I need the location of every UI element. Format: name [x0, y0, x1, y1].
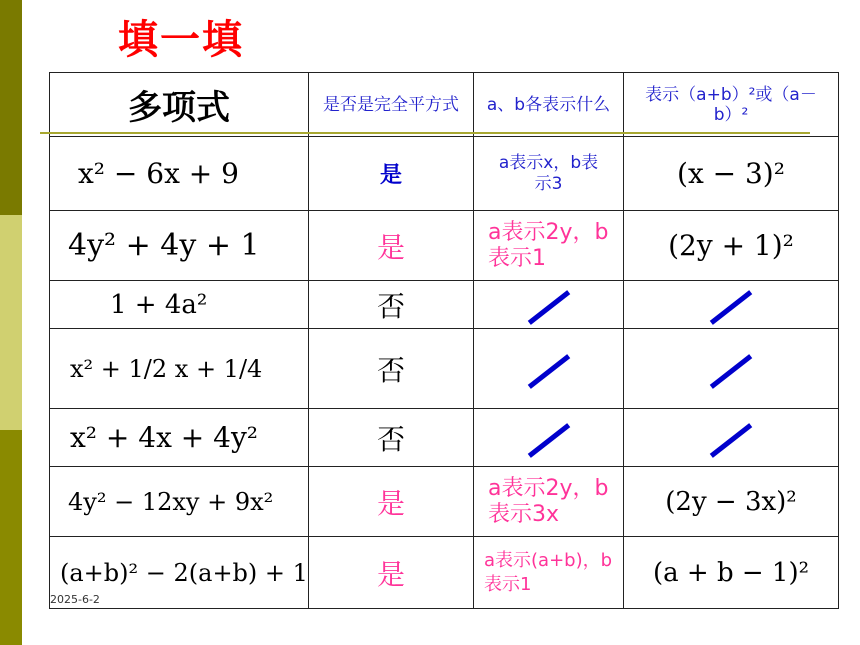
- ab-answer: a表示x，b表示3: [498, 152, 599, 194]
- polynomial-table: [49, 72, 839, 609]
- table-row: [50, 409, 839, 467]
- polynomial-expression: x² + 1/2 x + 1/4: [70, 354, 263, 383]
- form-cell: [624, 137, 839, 211]
- form-cell: [624, 329, 839, 409]
- ab-cell: [474, 137, 624, 211]
- is-square-answer: 是: [379, 163, 402, 188]
- slash-mark: [527, 423, 569, 458]
- is-square-cell: [309, 537, 474, 609]
- slash-mark: [710, 290, 752, 325]
- is-square-answer: 否: [376, 289, 405, 323]
- form-cell: [624, 537, 839, 609]
- slash-mark: [527, 354, 569, 389]
- ab-cell: [474, 329, 624, 409]
- square-form: (2y − 3x)²: [665, 486, 797, 517]
- square-form: (x − 3)²: [677, 157, 785, 190]
- is-square-answer: 是: [376, 557, 405, 591]
- ab-cell: [474, 281, 624, 329]
- ab-answer: a表示(a+b)，b表示1: [484, 549, 613, 595]
- ab-cell: [474, 537, 624, 609]
- polynomial-expression: (a+b)² − 2(a+b) + 1: [60, 558, 308, 587]
- is-square-cell: [309, 329, 474, 409]
- ab-answer: a表示2y，b表示1: [488, 219, 609, 271]
- table-row: [50, 137, 839, 211]
- ab-cell: [474, 211, 624, 281]
- slide-title: 填一填: [118, 17, 244, 63]
- is-square-answer: 是: [376, 230, 405, 264]
- table-row: [50, 211, 839, 281]
- polynomial-cell: [50, 211, 309, 281]
- header-is-square-text: 是否是完全平方式: [323, 94, 459, 115]
- sidebar-band-middle: [0, 215, 22, 430]
- slide-date: 2025-6-2: [50, 593, 100, 606]
- is-square-cell: [309, 467, 474, 537]
- sidebar-band-bottom: [0, 430, 22, 645]
- form-cell: [624, 467, 839, 537]
- is-square-cell: [309, 409, 474, 467]
- slash-mark: [710, 354, 752, 389]
- ab-cell: [474, 467, 624, 537]
- is-square-answer: 否: [376, 353, 405, 387]
- slash-mark: [710, 423, 752, 458]
- polynomial-cell: [50, 409, 309, 467]
- header-underline: [40, 132, 810, 134]
- square-form: (2y + 1)²: [668, 229, 794, 262]
- form-cell: [624, 211, 839, 281]
- is-square-cell: [309, 211, 474, 281]
- slash-mark: [527, 290, 569, 325]
- header-square-form: [624, 73, 839, 137]
- is-square-answer: 是: [376, 486, 405, 520]
- polynomial-cell: [50, 281, 309, 329]
- polynomial-cell: [50, 137, 309, 211]
- polynomial-expression: 4y² + 4y + 1: [68, 228, 260, 263]
- table-header-row: [50, 73, 839, 137]
- table-row: [50, 281, 839, 329]
- sidebar-band-top: [0, 0, 22, 215]
- is-square-answer: 否: [376, 422, 405, 456]
- table-row: [50, 467, 839, 537]
- polynomial-cell: [50, 467, 309, 537]
- form-cell: [624, 281, 839, 329]
- polynomial-expression: x² + 4x + 4y²: [70, 421, 259, 454]
- polynomial-cell: [50, 329, 309, 409]
- is-square-cell: [309, 281, 474, 329]
- header-ab-meaning-text: a、b各表示什么: [486, 94, 611, 115]
- ab-answer: a表示2y，b表示3x: [488, 475, 609, 527]
- header-polynomial: 多项式: [50, 73, 309, 137]
- header-is-square: [309, 73, 474, 137]
- table-row: [50, 329, 839, 409]
- square-form: (a + b − 1)²: [652, 557, 810, 588]
- header-square-form-text: 表示（a+b）²或（a－b）²: [645, 84, 817, 125]
- is-square-cell: [309, 137, 474, 211]
- polynomial-expression: 1 + 4a²: [110, 289, 208, 320]
- ab-cell: [474, 409, 624, 467]
- form-cell: [624, 409, 839, 467]
- header-ab-meaning: [474, 73, 624, 137]
- table-row: [50, 537, 839, 609]
- polynomial-expression: 4y² − 12xy + 9x²: [68, 487, 274, 516]
- polynomial-expression: x² − 6x + 9: [78, 157, 239, 190]
